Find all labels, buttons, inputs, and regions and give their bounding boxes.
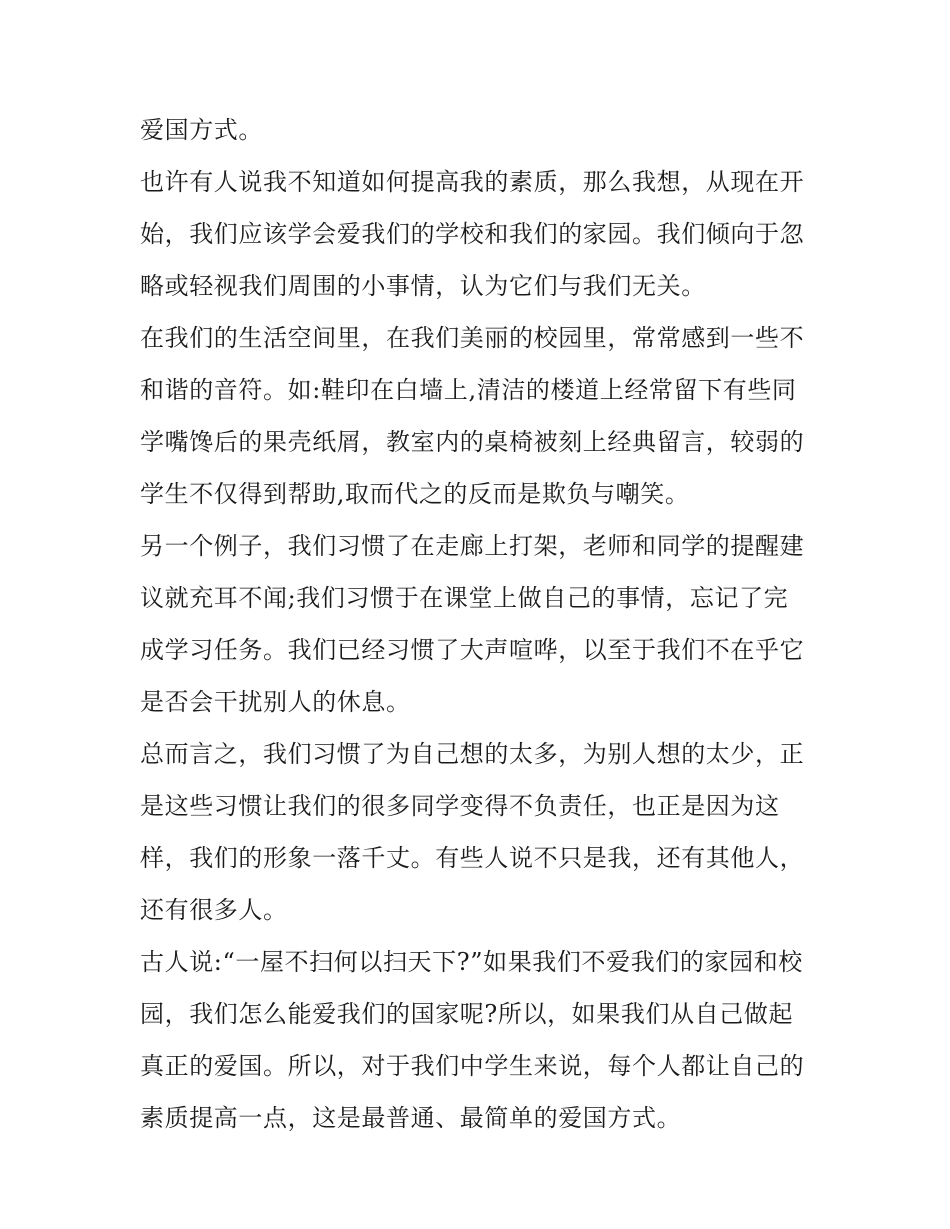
text-line: 是这些习惯让我们的很多同学变得不负责任，也正是因为这 — [140, 792, 780, 820]
text-line: 成学习任务。我们已经习惯了大声喧哗，以至于我们不在乎它 — [140, 636, 805, 664]
text-line: 也许有人说我不知道如何提高我的素质，那么我想，从现在开 — [140, 168, 805, 196]
text-line: 议就充耳不闻;我们习惯于在课堂上做自己的事情，忘记了完 — [140, 584, 789, 612]
text-line: 素质提高一点，这是最普通、最简单的爱国方式。 — [140, 1104, 682, 1132]
text-line: 还有很多人。 — [140, 896, 288, 924]
text-line: 是否会干扰别人的休息。 — [140, 688, 411, 716]
text-line: 另一个例子，我们习惯了在走廊上打架，老师和同学的提醒建 — [140, 532, 805, 560]
text-line: 在我们的生活空间里，在我们美丽的校园里，常常感到一些不 — [140, 324, 805, 352]
text-line: 始，我们应该学会爱我们的学校和我们的家园。我们倾向于忽 — [140, 220, 805, 248]
text-line: 学生不仅得到帮助,取而代之的反而是欺负与嘲笑。 — [140, 480, 690, 508]
text-line: 园，我们怎么能爱我们的国家呢?所以，如果我们从自己做起 — [140, 1000, 794, 1028]
text-line: 学嘴馋后的果壳纸屑，教室内的桌椅被刻上经典留言，较弱的 — [140, 428, 805, 456]
text-line: 和谐的音符。如:鞋印在白墙上,清洁的楼道上经常留下有些同 — [140, 376, 797, 404]
text-line: 真正的爱国。所以，对于我们中学生来说，每个人都让自己的 — [140, 1052, 805, 1080]
text-line: 样，我们的形象一落千丈。有些人说不只是我，还有其他人， — [140, 844, 805, 872]
text-line: 古人说:“一屋不扫何以扫天下?”如果我们不爱我们的家园和校 — [140, 948, 803, 976]
text-line: 总而言之，我们习惯了为自己想的太多，为别人想的太少，正 — [140, 740, 805, 768]
text-line: 爱国方式。 — [140, 116, 263, 144]
text-line: 略或轻视我们周围的小事情，认为它们与我们无关。 — [140, 272, 706, 300]
document-body — [140, 104, 820, 1144]
